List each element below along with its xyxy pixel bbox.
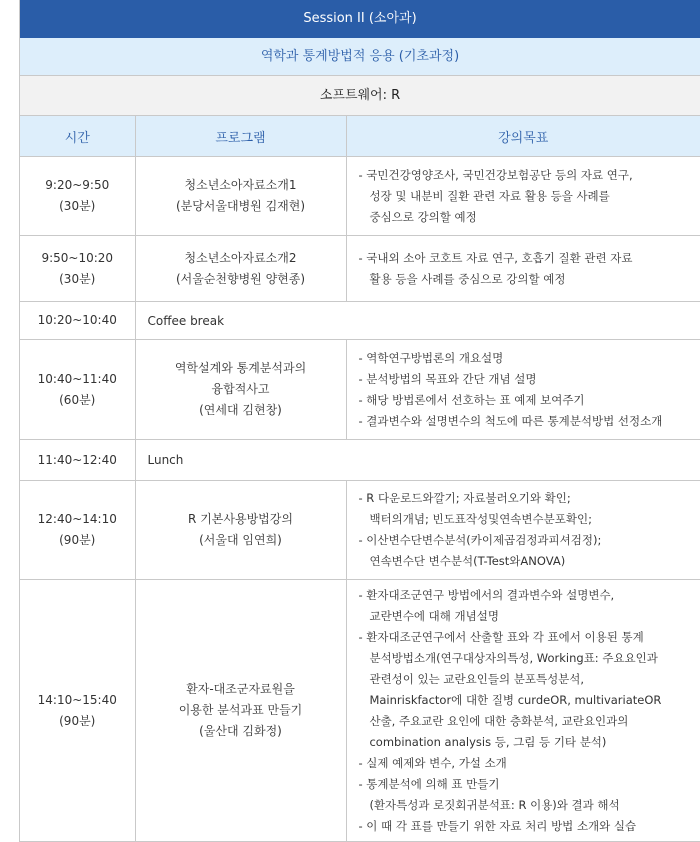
table-row — [20, 481, 700, 580]
goal-line: - 실제 예제와 변수, 가설 소개 — [359, 753, 700, 774]
goal-line: - 역학연구방법론의 개요설명 — [359, 348, 700, 369]
time-range: 10:40~11:40 — [20, 369, 135, 390]
schedule-container — [19, 0, 700, 842]
goal-line: - 국민건강영양조사, 국민건강보험공단 등의 자료 연구, — [359, 165, 700, 186]
duration: (30분) — [20, 269, 135, 290]
goal-line: - 통계분석에 의해 표 만들기 — [359, 774, 700, 795]
time-cell — [20, 236, 135, 302]
program-title: 청소년소아자료소개2 — [136, 248, 346, 269]
duration: (60분) — [20, 390, 135, 411]
break-label: Lunch — [135, 440, 700, 481]
table-header-row — [20, 116, 700, 157]
header-goal: 강의목표 — [346, 116, 700, 157]
program-speaker: (서울순천향병원 양현종) — [136, 269, 346, 290]
time-cell: 10:20~10:40 — [20, 302, 135, 340]
time-range: 14:10~15:40 — [20, 690, 135, 711]
table-row — [20, 340, 700, 440]
program-cell — [135, 580, 346, 842]
duration: (30분) — [20, 196, 135, 217]
program-speaker: (서울대 임연희) — [136, 530, 346, 551]
goal-line: 교란변수에 대해 개념설명 — [359, 606, 700, 627]
time-cell — [20, 580, 135, 842]
program-cell — [135, 236, 346, 302]
goal-line: (환자특성과 로짓회귀분석표: R 이용)와 결과 해석 — [359, 795, 700, 816]
duration: (90분) — [20, 711, 135, 732]
table-row — [20, 157, 700, 236]
goal-line: - 이산변수단변수분석(카이제곱검정과피셔검정); — [359, 530, 700, 551]
goal-cell — [346, 236, 700, 302]
time-cell: 11:40~12:40 — [20, 440, 135, 481]
goal-line: - 해당 방법론에서 선호하는 표 예제 보여주기 — [359, 390, 700, 411]
goal-cell — [346, 157, 700, 236]
goal-line: 분석방법소개(연구대상자의특성, Working표: 주요요인과 — [359, 648, 700, 669]
program-title: 환자-대조군자료원을 — [136, 679, 346, 700]
goal-line: - 환자대조군연구 방법에서의 결과변수와 설명변수, — [359, 585, 700, 606]
program-title: 역학설계와 통계분석과의 — [136, 358, 346, 379]
program-speaker: (분당서울대병원 김재현) — [136, 196, 346, 217]
course-title-bar: 역학과 통계방법적 응용 (기초과정) — [20, 38, 700, 76]
goal-cell — [346, 580, 700, 842]
goal-line: 성장 및 내분비 질환 관련 자료 활용 등을 사례를 — [359, 186, 700, 207]
goal-line: 산출, 주요교란 요인에 대한 층화분석, 교란요인과의 — [359, 711, 700, 732]
goal-line: - 국내외 소아 코호트 자료 연구, 호흡기 질환 관련 자료 — [359, 248, 700, 269]
program-title: R 기본사용방법강의 — [136, 509, 346, 530]
table-row — [20, 580, 700, 842]
goal-line: Mainriskfactor에 대한 질병 curdeOR, multivariateOR — [359, 690, 700, 711]
break-label: Coffee break — [135, 302, 700, 340]
goal-line: - R 다운로드와깔기; 자료불러오기와 확인; — [359, 488, 700, 509]
goal-line: combination analysis 등, 그림 등 기타 분석) — [359, 732, 700, 753]
header-program: 프로그램 — [135, 116, 346, 157]
time-cell — [20, 157, 135, 236]
goal-line: 백터의개념; 빈도표작성및연속변수분포확인; — [359, 509, 700, 530]
goal-line: - 이 때 각 표를 만들기 위한 자료 처리 방법 소개와 실습 — [359, 816, 700, 837]
goal-line: 관련성이 있는 교란요인들의 분포특성분석, — [359, 669, 700, 690]
goal-cell — [346, 481, 700, 580]
time-range: 9:50~10:20 — [20, 248, 135, 269]
header-time: 시간 — [20, 116, 135, 157]
goal-line: - 환자대조군연구에서 산출할 표와 각 표에서 이용된 통계 — [359, 627, 700, 648]
duration: (90분) — [20, 530, 135, 551]
goal-line: - 결과변수와 설명변수의 척도에 따른 통계분석방법 선정소개 — [359, 411, 700, 432]
time-range: 9:20~9:50 — [20, 175, 135, 196]
session-title-bar: Session II (소아과) — [20, 0, 700, 38]
software-bar: 소프트웨어: R — [20, 76, 700, 116]
time-cell — [20, 481, 135, 580]
table-row — [20, 440, 700, 481]
table-row — [20, 302, 700, 340]
program-title-cont: 이용한 분석과표 만들기 — [136, 700, 346, 721]
goal-line: 중심으로 강의할 예정 — [359, 207, 700, 228]
program-cell — [135, 157, 346, 236]
schedule-table — [20, 116, 700, 842]
table-row — [20, 236, 700, 302]
goal-cell — [346, 340, 700, 440]
goal-line: 연속변수단 변수분석(T-Test와ANOVA) — [359, 551, 700, 572]
time-cell — [20, 340, 135, 440]
program-title-cont: 융합적사고 — [136, 379, 346, 400]
goal-line: - 분석방법의 목표와 간단 개념 설명 — [359, 369, 700, 390]
program-speaker: (연세대 김현창) — [136, 400, 346, 421]
program-title: 청소년소아자료소개1 — [136, 175, 346, 196]
program-cell — [135, 481, 346, 580]
program-cell — [135, 340, 346, 440]
goal-line: 활용 등을 사례를 중심으로 강의할 예정 — [359, 269, 700, 290]
program-speaker: (울산대 김화정) — [136, 721, 346, 742]
time-range: 12:40~14:10 — [20, 509, 135, 530]
